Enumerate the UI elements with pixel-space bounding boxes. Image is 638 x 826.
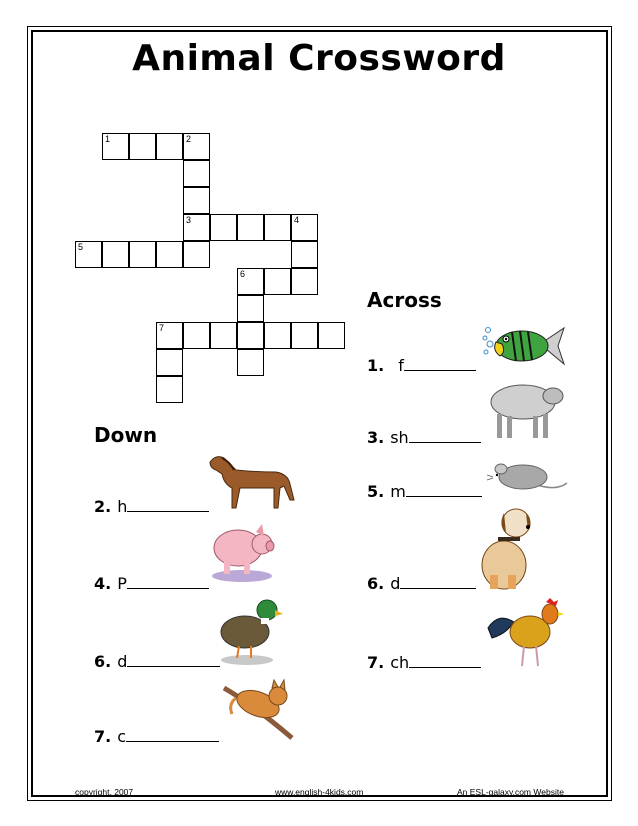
clue-number: 7	[159, 323, 165, 333]
clue-letters: sh	[390, 428, 409, 447]
answer-blank[interactable]	[409, 653, 481, 668]
answer-blank[interactable]	[126, 727, 219, 742]
answer-blank[interactable]	[127, 497, 209, 512]
clue-number: 4	[294, 215, 300, 225]
clue-number: 2.	[94, 497, 112, 516]
across-clue-6	[367, 574, 476, 593]
across-heading: Across	[367, 288, 442, 312]
clue-number: 6.	[367, 574, 385, 593]
rooster-icon	[484, 598, 568, 670]
horse-icon	[206, 452, 296, 510]
grid-cell[interactable]	[264, 268, 291, 295]
answer-blank[interactable]	[127, 574, 209, 589]
grid-cell[interactable]	[183, 214, 210, 241]
clue-number: 5.	[367, 482, 385, 501]
grid-cell[interactable]	[291, 322, 318, 349]
grid-cell[interactable]	[183, 187, 210, 214]
grid-cell[interactable]	[183, 160, 210, 187]
footer-esl-galaxy-link[interactable]: An ESL-galaxy.com Website	[457, 787, 564, 797]
clue-number: 7.	[367, 653, 385, 672]
dog-icon	[468, 505, 542, 591]
across-clue-5	[367, 482, 482, 501]
grid-cell[interactable]	[156, 322, 183, 349]
grid-cell[interactable]	[318, 322, 345, 349]
clue-letters: d	[390, 574, 401, 593]
answer-blank[interactable]	[404, 356, 476, 371]
grid-cell[interactable]	[291, 241, 318, 268]
grid-cell[interactable]	[75, 241, 102, 268]
clue-letters: P	[117, 574, 127, 593]
answer-blank[interactable]	[127, 652, 220, 667]
grid-cell[interactable]	[237, 268, 264, 295]
clue-number: 6.	[94, 652, 112, 671]
clue-number: 3	[186, 215, 192, 225]
footer-website-link[interactable]: www.english-4kids.com	[275, 787, 364, 797]
grid-cell[interactable]	[237, 214, 264, 241]
down-clue-7	[94, 727, 219, 746]
grid-cell[interactable]	[183, 241, 210, 268]
grid-cell[interactable]	[210, 214, 237, 241]
down-clue-6	[94, 652, 220, 671]
clue-number: 7.	[94, 727, 112, 746]
page-title: Animal Crossword	[132, 38, 506, 79]
clue-number: 1	[105, 134, 111, 144]
grid-cell[interactable]	[291, 268, 318, 295]
down-heading: Down	[94, 423, 158, 447]
grid-cell[interactable]	[210, 322, 237, 349]
answer-blank[interactable]	[400, 574, 476, 589]
clue-number: 5	[78, 242, 84, 252]
clue-letters: h	[117, 497, 128, 516]
clue-letters: f	[398, 356, 404, 375]
pig-icon	[208, 518, 276, 584]
grid-cell[interactable]	[237, 322, 264, 349]
down-clue-2	[94, 497, 209, 516]
answer-blank[interactable]	[406, 482, 482, 497]
clue-letters: m	[390, 482, 406, 501]
grid-cell[interactable]	[156, 241, 183, 268]
across-clue-3	[367, 428, 481, 447]
grid-cell[interactable]	[156, 349, 183, 376]
across-clue-1	[367, 356, 476, 375]
cat-icon	[222, 674, 294, 742]
fish-icon	[480, 322, 568, 370]
clue-number: 1.	[367, 356, 385, 375]
grid-cell[interactable]	[264, 214, 291, 241]
grid-cell[interactable]	[237, 295, 264, 322]
answer-blank[interactable]	[409, 428, 481, 443]
grid-cell[interactable]	[102, 241, 129, 268]
clue-letters: ch	[390, 653, 410, 672]
grid-cell[interactable]	[291, 214, 318, 241]
clue-number: 3.	[367, 428, 385, 447]
grid-cell[interactable]	[156, 376, 183, 403]
grid-cell[interactable]	[156, 133, 183, 160]
grid-cell[interactable]	[129, 241, 156, 268]
footer-copyright: copyright, 2007	[75, 787, 134, 797]
duck-icon	[217, 596, 283, 666]
sheep-icon	[483, 376, 567, 442]
grid-cell[interactable]	[183, 322, 210, 349]
grid-cell[interactable]	[102, 133, 129, 160]
clue-letters: c	[117, 727, 127, 746]
clue-letters: d	[117, 652, 128, 671]
clue-number: 6	[240, 269, 246, 279]
grid-cell[interactable]	[129, 133, 156, 160]
across-clue-7	[367, 653, 481, 672]
down-clue-4	[94, 574, 209, 593]
grid-cell[interactable]	[264, 322, 291, 349]
clue-number: 2	[186, 134, 192, 144]
mouse-icon	[487, 455, 569, 497]
clue-number: 4.	[94, 574, 112, 593]
grid-cell[interactable]	[237, 349, 264, 376]
grid-cell[interactable]	[183, 133, 210, 160]
